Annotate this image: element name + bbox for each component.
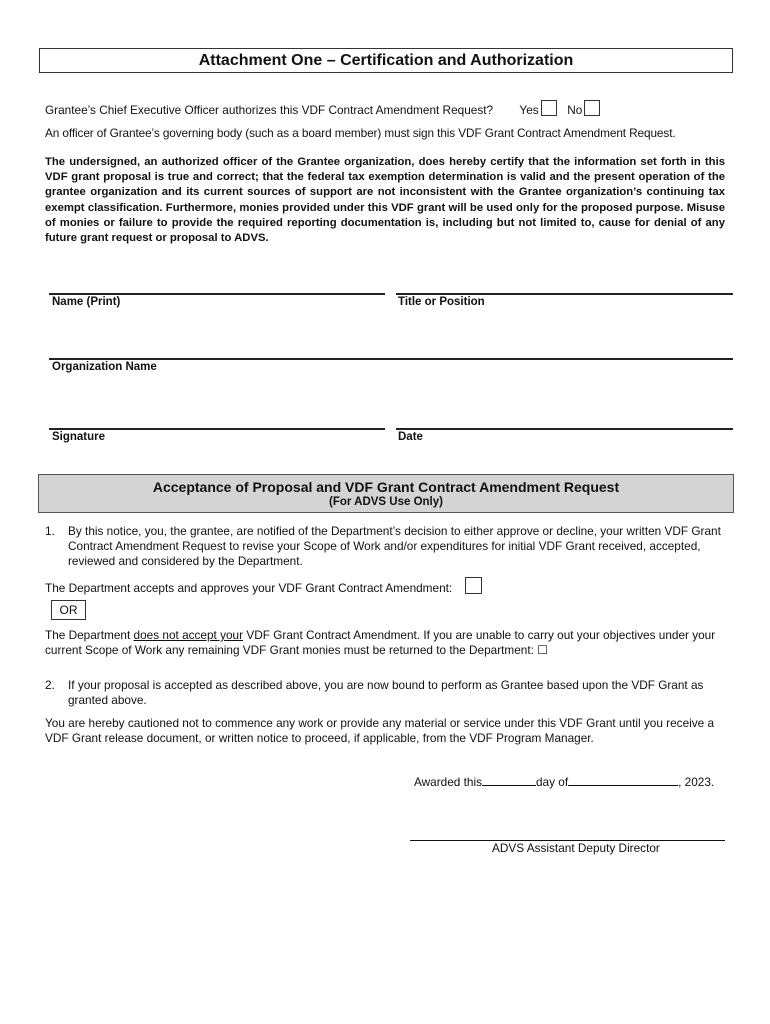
item2-number: 2. [45, 678, 55, 692]
accepts-text: The Department accepts and approves your VDF Grant Contract Amendment: [45, 581, 453, 595]
name-line[interactable] [49, 293, 385, 295]
director-label: ADVS Assistant Deputy Director [492, 841, 660, 855]
awarded-suffix: , 2023. [678, 775, 715, 789]
organization-label: Organization Name [52, 361, 157, 373]
officer-note: An officer of Grantee’s governing body (such as a board member) must sign this VDF Grant Contract Amendment Request. [45, 126, 676, 140]
acceptance-subtitle: (For ADVS Use Only) [329, 496, 443, 508]
page-title: Attachment One – Certification and Authorization [39, 48, 733, 73]
caution-paragraph: You are hereby cautioned not to commence any work or provide any material or service under this VDF Grant until you receive a VDF Grant release document, or written notice to proceed, if applicable, from the VDF Program Manager. [45, 716, 715, 745]
awarded-prefix: Awarded this [414, 775, 482, 789]
declines-post: VDF Grant Contract Amendment. If you are unable to carry out your objectives under your current Scope of Work any remaining VDF Grant monies must be returned to the Department: ☐ [45, 628, 716, 657]
accepts-row [45, 577, 482, 596]
awarded-day-blank[interactable] [482, 785, 536, 786]
title-label: Title or Position [398, 296, 485, 308]
date-line[interactable] [396, 428, 733, 430]
name-label: Name (Print) [52, 296, 121, 308]
declines-underline: does not accept your [133, 628, 244, 642]
item2-text: If your proposal is accepted as described above, you are now bound to perform as Grantee based upon the VDF Grant as granted above. [68, 678, 704, 707]
date-label: Date [398, 431, 423, 443]
item1-text: By this notice, you, the grantee, are notified of the Department’s decision to either approve or decline, your written VDF Grant Contract Amendment Request to revise your Scope of Work and/or expenditures for initial VDF Grant received, accepted, reviewed and considered by the Department. [68, 524, 721, 568]
organization-line[interactable] [49, 358, 733, 360]
yes-checkbox[interactable] [541, 100, 557, 116]
awarded-row [414, 775, 714, 790]
acceptance-header [38, 474, 734, 513]
declines-paragraph [45, 628, 735, 658]
yes-label: Yes [519, 103, 539, 117]
no-checkbox[interactable] [584, 100, 600, 116]
ceo-authorization-question: Grantee’s Chief Executive Officer authorizes this VDF Contract Amendment Request? [45, 103, 494, 117]
signature-line[interactable] [49, 428, 385, 430]
signature-label: Signature [52, 431, 106, 443]
certification-paragraph: The undersigned, an authorized officer of the Grantee organization, does hereby certify that the information set forth in this VDF grant proposal is true and correct; that the federal tax exemption determination is valid and the present operation of the grantee organization and its current sources of support are not inconsistent with the Grantee organization’s continuing tax exempt classification. Furthermore, monies provided under this VDF grant will be used only for the proposed purpose. Misuse of monies or failure to provide the required reporting documentation is, including but not limited to, cause for denial of any future grant request or proposal to ADVS. [45, 156, 725, 245]
no-label: No [567, 103, 583, 117]
ceo-authorization-row [45, 100, 600, 118]
item1-number: 1. [45, 524, 55, 538]
declines-pre: The Department [45, 628, 134, 642]
or-label: OR [51, 600, 86, 620]
accept-checkbox[interactable] [465, 577, 482, 594]
title-line[interactable] [396, 293, 733, 295]
acceptance-title: Acceptance of Proposal and VDF Grant Contract Amendment Request [152, 479, 620, 495]
awarded-mid: day of [535, 775, 569, 789]
awarded-month-blank[interactable] [568, 785, 678, 786]
